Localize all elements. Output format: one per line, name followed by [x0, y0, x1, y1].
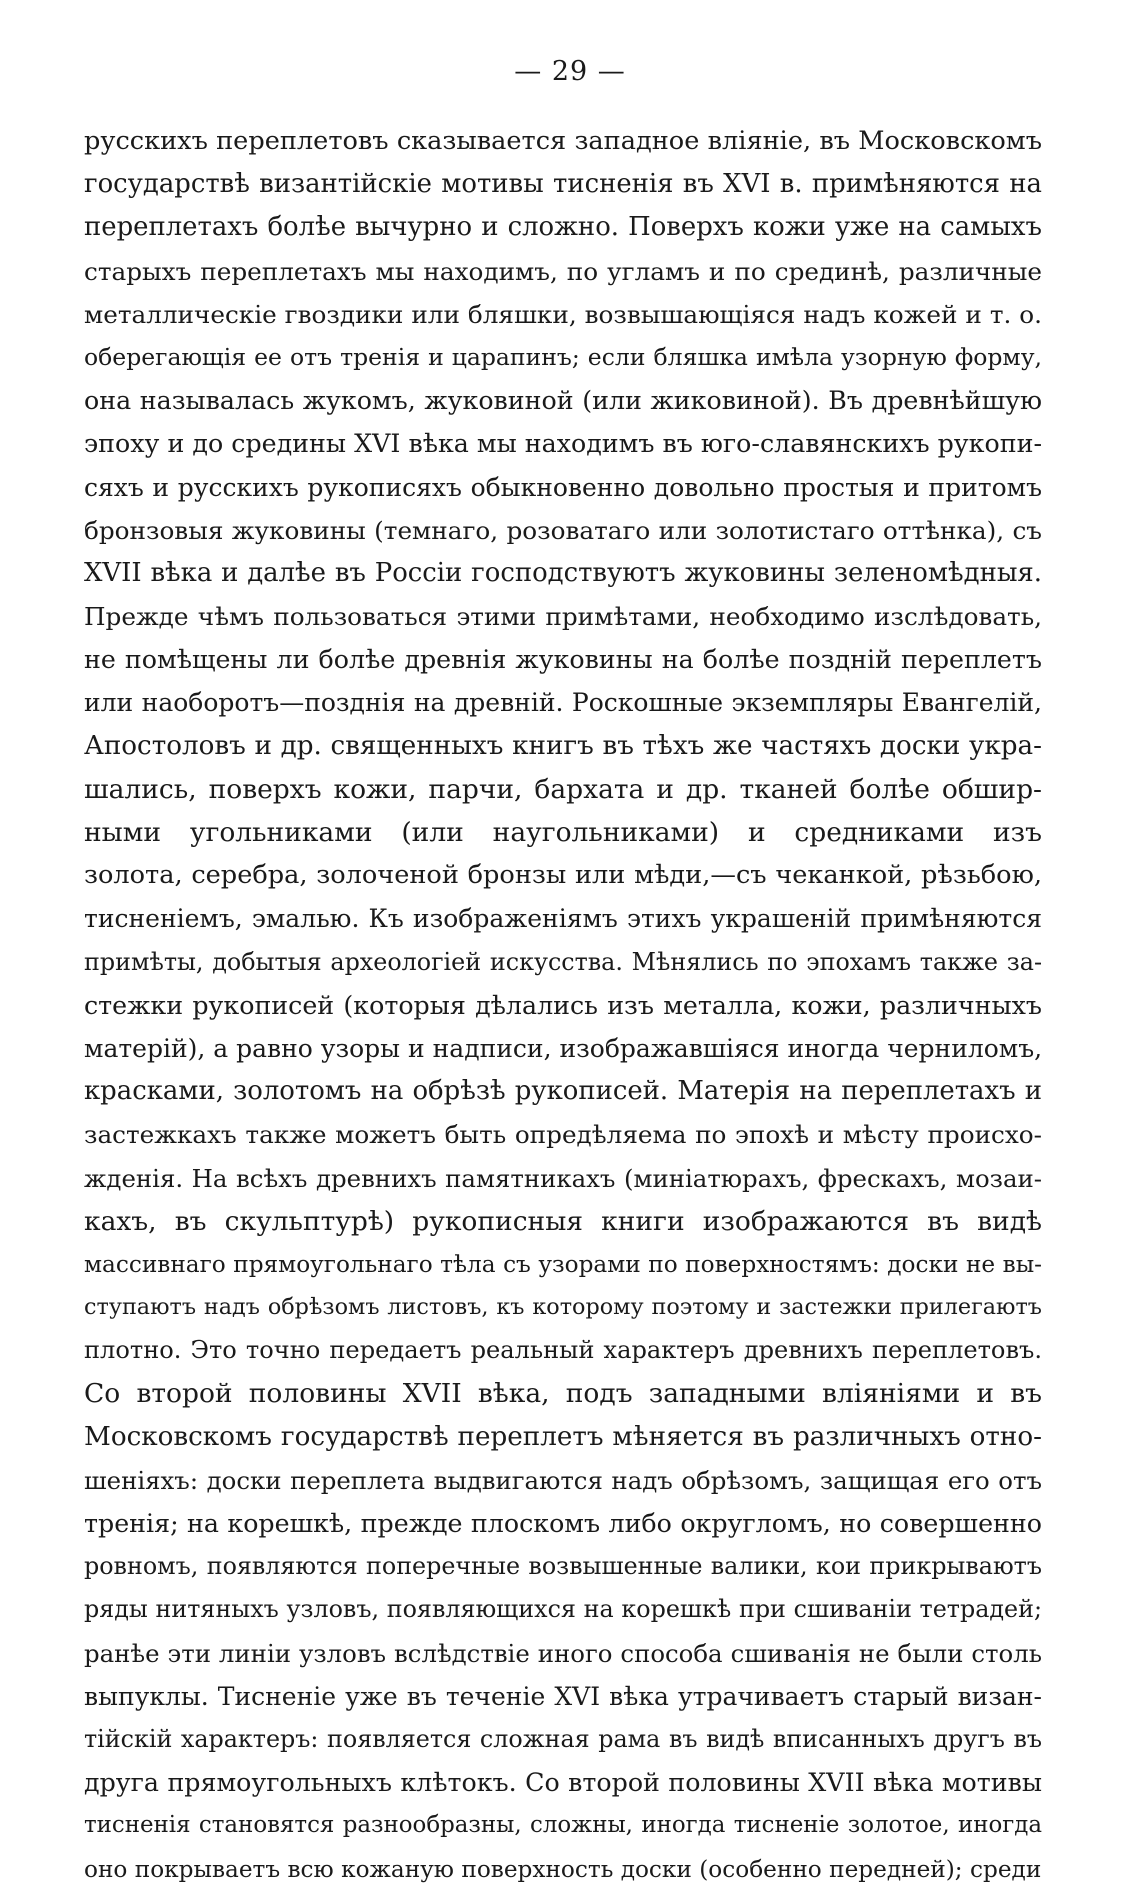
text-line: массивнаго прямоугольнаго тѣла съ узорами по поверхностямъ: доски не вы- [84, 1250, 1042, 1278]
text-line: застежкахъ также можетъ быть опредѣляема по эпохѣ и мѣсту происхо- [84, 1120, 1042, 1150]
text-line: тисненія становятся разнообразны, сложны, иногда тисненіе золотое, иногда [84, 1812, 1042, 1839]
text-line: переплетахъ болѣе вычурно и сложно. Поверхъ кожи уже на самыхъ [84, 212, 1042, 243]
text-line: ряды нитяныхъ узловъ, появляющихся на корешкѣ при сшиваніи тетрадей; [84, 1595, 1042, 1624]
text-line: оно покрываетъ всю кожаную поверхность доски (особенно передней); среди [84, 1855, 1042, 1883]
text-line: выпуклы. Тисненіе уже въ теченіе XVI вѣка утрачиваетъ старый визан- [84, 1681, 1042, 1711]
text-line: золота, серебра, золоченой бронзы или мѣди,—съ чеканкой, рѣзьбою, [84, 860, 1042, 891]
text-line: кахъ, въ скульптурѣ) рукописныя книги изображаются въ видѣ [84, 1205, 1042, 1237]
text-line: ранѣе эти линіи узловъ вслѣдствіе иного способа сшиванія не были столь [84, 1638, 1042, 1668]
text-line: русскихъ переплетовъ сказывается западное вліяніе, въ Московскомъ [84, 126, 1042, 156]
text-line: тренія; на корешкѣ, прежде плоскомъ либо округломъ, но совершенно [84, 1509, 1042, 1538]
text-line: она называлась жукомъ, жуковиной (или жиковиной). Въ древнѣйшую [84, 386, 1042, 416]
text-line: оберегающія ее отъ тренія и царапинъ; если бляшка имѣла узорную форму, [84, 342, 1042, 371]
page-number: — 29 — [514, 56, 626, 87]
text-line: старыхъ переплетахъ мы находимъ, по угламъ и по срединѣ, различные [84, 256, 1042, 286]
text-line: Со второй половины XVII вѣка, подъ западными вліяніями и въ [84, 1378, 1042, 1410]
body-text [84, 120, 1042, 1891]
text-line: Московскомъ государствѣ переплетъ мѣняется въ различныхъ отно- [84, 1421, 1042, 1452]
text-line: матерій), а равно узоры и надписи, изображавшіяся иногда черниломъ, [84, 1033, 1043, 1063]
text-line: сяхъ и русскихъ рукописяхъ обыкновенно довольно простыя и притомъ [84, 472, 1042, 502]
text-line: металлическіе гвоздики или бляшки, возвышающіяся надъ кожей и т. о. [84, 299, 1042, 329]
text-line: красками, золотомъ на обрѣзѣ рукописей. Матерія на переплетахъ и [84, 1076, 1042, 1107]
text-line: друга прямоугольныхъ клѣтокъ. Со второй половины XVII вѣка мотивы [84, 1768, 1042, 1798]
text-line: Апостоловъ и др. священныхъ книгъ въ тѣхъ же частяхъ доски укра- [84, 730, 1042, 761]
text-line: ступаютъ надъ обрѣзомъ листовъ, къ которому поэтому и застежки прилегаютъ [84, 1294, 1042, 1321]
text-line: государствѣ византійскіе мотивы тисненія въ XVI в. примѣняются на [84, 169, 1042, 200]
text-line: шались, поверхъ кожи, парчи, бархата и др. тканей болѣе обшир- [84, 773, 1042, 805]
text-line: эпоху и до средины XVI вѣка мы находимъ въ юго-славянскихъ рукопи- [84, 429, 1042, 459]
text-line: шеніяхъ: доски переплета выдвигаются надъ обрѣзомъ, защищая его отъ [84, 1465, 1042, 1495]
text-line: не помѣщены ли болѣе древнія жуковины на болѣе поздній переплетъ [84, 645, 1042, 675]
text-line: жденія. На всѣхъ древнихъ памятникахъ (миніатюрахъ, фрескахъ, мозаи- [84, 1163, 1042, 1193]
text-line: бронзовыя жуковины (темнаго, розоватаго или золотистаго оттѣнка), съ [84, 515, 1042, 545]
text-line: ными угольниками (или наугольниками) и средниками изъ [84, 817, 1042, 848]
text-line: или наоборотъ—позднія на древній. Роскошные экземпляры Евангелій, [84, 688, 1042, 718]
text-line: тисненіемъ, эмалью. Къ изображеніямъ этихъ украшеній примѣняются [84, 904, 1042, 934]
text-line: тійскій характеръ: появляется сложная рама въ видѣ вписанныхъ другъ въ [84, 1724, 1042, 1753]
text-line: Прежде чѣмъ пользоваться этими примѣтами, необходимо изслѣдовать, [84, 602, 1042, 632]
text-line: XVII вѣка и далѣе въ Россіи господствуютъ жуковины зеленомѣдныя. [84, 557, 1042, 588]
text-line: стежки рукописей (которыя дѣлались изъ металла, кожи, различныхъ [84, 990, 1042, 1020]
text-line: примѣты, добытыя археологіей искусства. Мѣнялись по эпохамъ также за- [84, 947, 1042, 976]
text-line: плотно. Это точно передаетъ реальный характеръ древнихъ переплетовъ. [84, 1336, 1042, 1365]
text-line: ровномъ, появляются поперечные возвышенные валики, кои прикрываютъ [84, 1552, 1042, 1581]
